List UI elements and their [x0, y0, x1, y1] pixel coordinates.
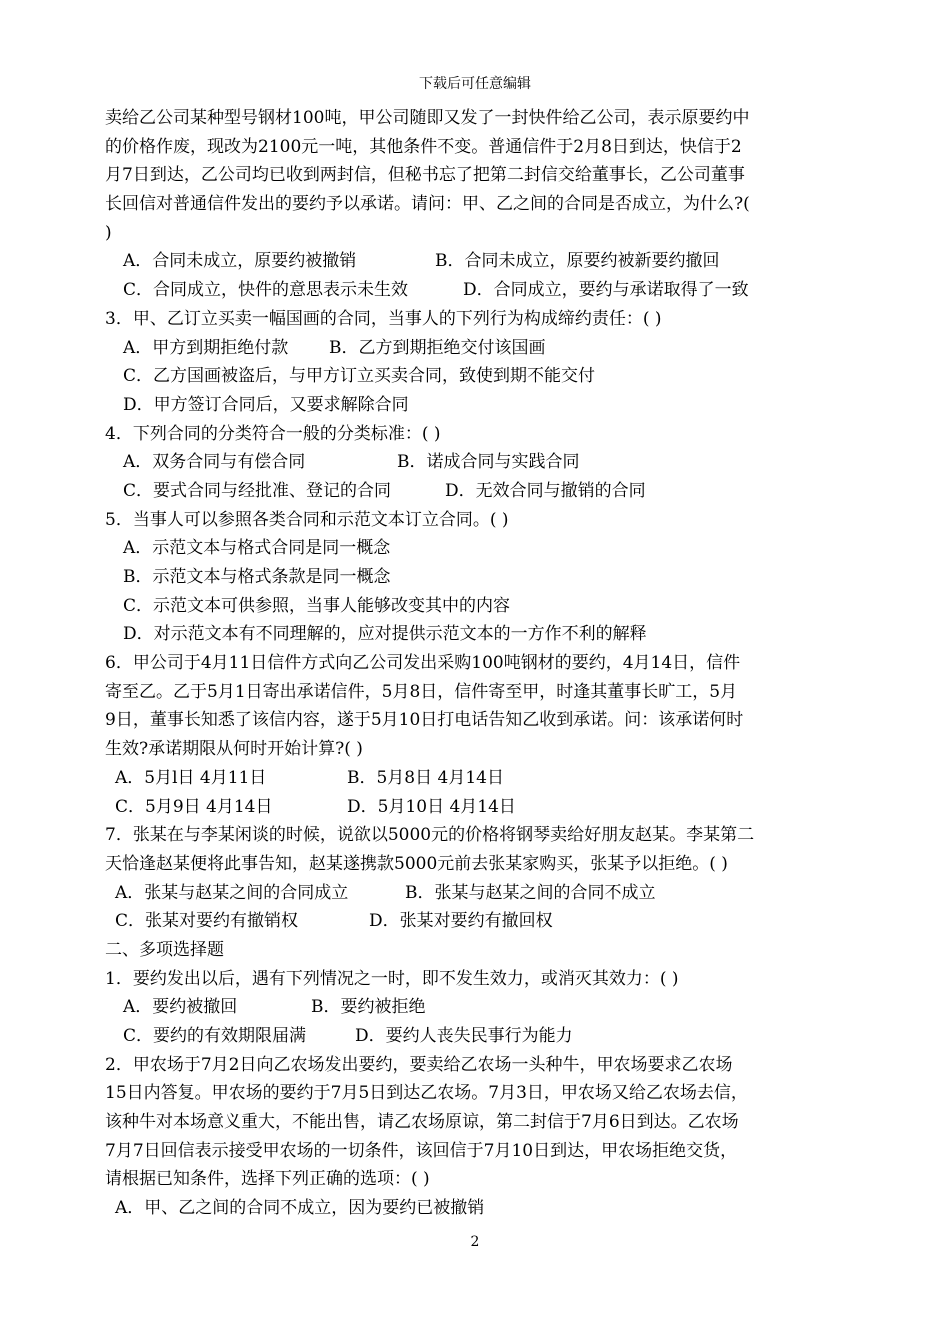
- text-line: 生效?承诺期限从何时开始计算?( ): [105, 739, 363, 760]
- text-line: 长回信对普通信件发出的要约予以承诺。请问：甲、乙之间的合同是否成立，为什么?(: [105, 194, 750, 215]
- option-a: A．张某与赵某之间的合同成立: [115, 882, 349, 903]
- option-c: C．乙方国画被盗后，与甲方订立买卖合同，致使到期不能交付: [123, 366, 596, 387]
- text-line: 15日内答复。甲农场的要约于7月5日到达乙农场。7月3日，甲农场又给乙农场去信，: [105, 1083, 748, 1104]
- option-row: [105, 1022, 850, 1051]
- option-d: D．5月10日 4月14日: [347, 796, 516, 817]
- option-row: [105, 907, 850, 936]
- text-line: 卖给乙公司某种型号钢材100吨，甲公司随即又发了一封快件给乙公司，表示原要约中: [105, 108, 750, 128]
- question-4: 4．下列合同的分类符合一般的分类标准：( ): [105, 423, 441, 444]
- text-line: 请根据已知条件，选择下列正确的选项：( ): [105, 1169, 430, 1190]
- document-body: [105, 104, 850, 1223]
- option-b: B．诺成合同与实践合同: [397, 452, 580, 473]
- page-header: 下载后可任意编辑: [419, 76, 531, 92]
- option-row: [105, 448, 850, 477]
- question-5: 5．当事人可以参照各类合同和示范文本订立合同。( ): [105, 509, 509, 530]
- question-7: 7．张某在与李某闲谈的时候，说欲以5000元的价格将钢琴卖给好朋友赵某。李某第二: [105, 825, 755, 846]
- text-line: 寄至乙。乙于5月1日寄出承诺信件，5月8日，信件寄至甲，时逢其董事长旷工，5月: [105, 681, 738, 702]
- option-c: C．合同成立，快件的意思表示未生效: [123, 280, 409, 301]
- option-b: B．5月8日 4月14日: [347, 767, 504, 788]
- text-line: ): [105, 222, 112, 243]
- text-line: 月7日到达，乙公司均已收到两封信，但秘书忘了把第二封信交给董事长，乙公司董事: [105, 165, 745, 186]
- option-a: A．要约被撤回: [123, 997, 238, 1018]
- option-row: [105, 764, 850, 793]
- option-c: C．要约的有效期限届满: [123, 1026, 307, 1046]
- option-a: A．甲方到期拒绝付款: [123, 337, 289, 358]
- text-line: 天恰逢赵某便将此事告知，赵某遂携款5000元前去张某家购买，张某予以拒绝。( ): [105, 853, 728, 874]
- option-row: [105, 993, 850, 1022]
- option-d: D．无效合同与撤销的合同: [445, 480, 646, 501]
- option-a: A．合同未成立，原要约被撤销: [123, 251, 357, 272]
- option-d: D．对示范文本有不同理解的，应对提供示范文本的一方作不利的解释: [123, 624, 647, 645]
- question-m1: 1．要约发出以后，遇有下列情况之一时，即不发生效力，或消灭其效力：( ): [105, 968, 679, 989]
- option-b: B．要约被拒绝: [311, 997, 426, 1018]
- option-a: A．示范文本与格式合同是同一概念: [123, 538, 391, 559]
- option-d: D．甲方签订合同后，又要求解除合同: [123, 394, 409, 415]
- question-m2: 2．甲农场于7月2日向乙农场发出要约，要卖给乙农场一头种牛，甲农场要求乙农场: [105, 1054, 733, 1075]
- question-3: 3．甲、乙订立买卖一幅国画的合同，当事人的下列行为构成缔约责任：( ): [105, 308, 662, 329]
- option-row: [105, 334, 850, 363]
- option-c: C．5月9日 4月14日: [115, 796, 273, 817]
- option-d: D．张某对要约有撤回权: [369, 911, 553, 932]
- option-b: B．合同未成立，原要约被新要约撤回: [435, 251, 720, 272]
- option-b: B．乙方到期拒绝交付该国画: [329, 337, 546, 358]
- option-b: B．张某与赵某之间的合同不成立: [405, 882, 656, 903]
- option-a: A．5月l日 4月11日: [115, 767, 267, 788]
- page-number: 2: [470, 1234, 480, 1250]
- option-a: A．甲、乙之间的合同不成立，因为要约已被撤销: [115, 1198, 485, 1219]
- text-line: 9日，董事长知悉了该信内容，遂于5月10日打电话告知乙收到承诺。问：该承诺何时: [105, 710, 744, 731]
- option-row: [105, 276, 850, 305]
- option-row: [105, 793, 850, 822]
- text-line: 该种牛对本场意义重大，不能出售，请乙农场原谅，第二封信于7月6日到达。乙农场: [105, 1112, 739, 1133]
- option-row: [105, 247, 850, 276]
- option-row: [105, 477, 850, 506]
- text-line: 7月7日回信表示接受甲农场的一切条件，该回信于7月10日到达，甲农场拒绝交货，: [105, 1140, 738, 1161]
- question-6: 6．甲公司于4月11日信件方式向乙公司发出采购100吨钢材的要约，4月14日，信件: [105, 653, 741, 674]
- text-line: 的价格作废，现改为2100元一吨，其他条件不变。普通信件于2月8日到达，快信于2: [105, 136, 742, 157]
- option-d: D．要约人丧失民事行为能力: [355, 1026, 573, 1046]
- option-row: [105, 879, 850, 908]
- option-c: C．示范文本可供参照，当事人能够改变其中的内容: [123, 595, 511, 616]
- option-c: C．要式合同与经批准、登记的合同: [123, 480, 392, 501]
- option-b: B．示范文本与格式条款是同一概念: [123, 567, 391, 587]
- option-a: A．双务合同与有偿合同: [123, 452, 306, 473]
- option-d: D．合同成立，要约与承诺取得了一致: [463, 280, 749, 301]
- option-c: C．张某对要约有撤销权: [115, 911, 299, 932]
- section-heading: 二、多项选择题: [105, 939, 224, 960]
